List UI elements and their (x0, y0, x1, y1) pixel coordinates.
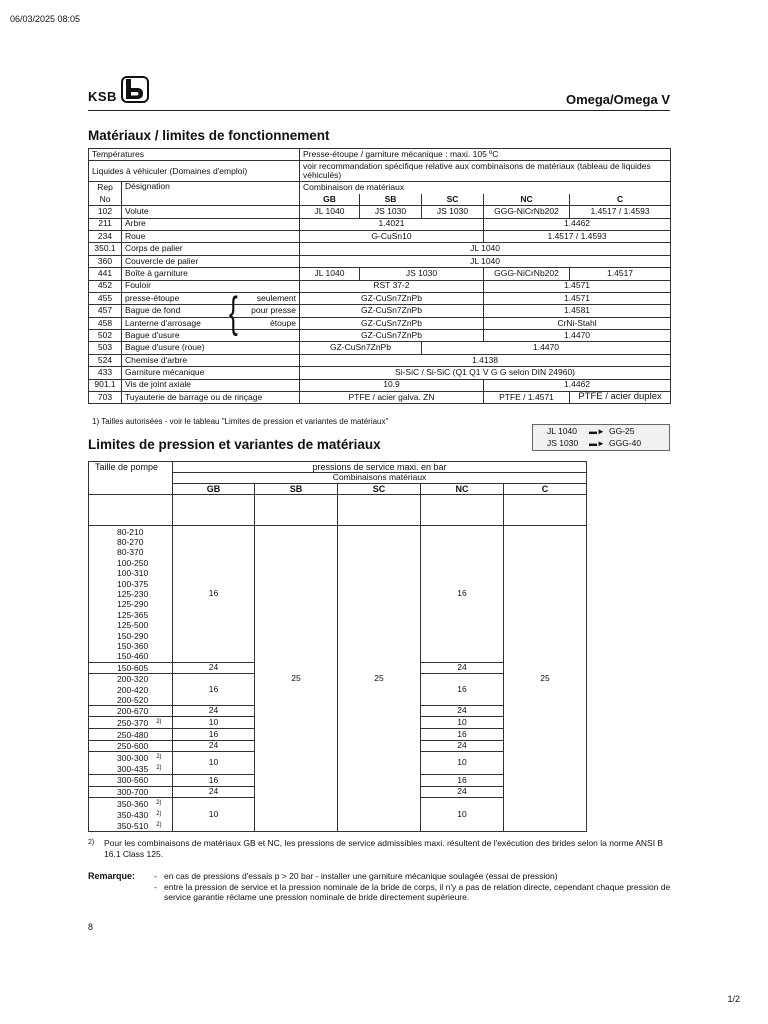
value-nc: 24 (421, 786, 504, 797)
material-conversion-box (532, 424, 670, 451)
logo-text: KSB (88, 89, 117, 104)
value-nc: 10 (421, 798, 504, 832)
row-524 (89, 354, 671, 366)
conversion-to: GG-25 (609, 426, 635, 436)
footnote-1: 1) Tailles autorisées - voir le tableau "Limites de pression et variantes de matériaux" (92, 417, 389, 426)
value-all: JL 1040 (300, 255, 671, 267)
value-gb-sc: PTFE / acier galva. ZN (300, 392, 484, 404)
dash-mark: - (154, 871, 157, 881)
pump-size-text: 300-560 (117, 775, 149, 786)
value-sb: JS 1030 (360, 206, 422, 218)
materials-table (88, 148, 671, 404)
value-all: JL 1040 (300, 243, 671, 255)
combo-nc: NC (421, 484, 504, 495)
remark-text: en cas de pressions d'essais p > 20 bar - installer une garniture mécanique soulagée (essai de pression) (164, 871, 558, 881)
row-452 (89, 280, 671, 292)
designation-text: presse-étoupe (125, 292, 180, 303)
value-nc-c: 1.4462 (484, 379, 671, 391)
row-901-1 (89, 379, 671, 391)
col-pressure: pressions de service maxi. en bar (173, 462, 587, 473)
value-gb-sc: 10.9 (300, 379, 484, 391)
conversion-row (533, 425, 669, 437)
rep-no: 502 (89, 330, 122, 342)
col-combinations: Combinaisons matériaux (173, 473, 587, 484)
value-c: 25 (504, 526, 587, 832)
pump-size (89, 630, 173, 640)
pump-size (89, 599, 173, 609)
value-gb: 16 (173, 526, 255, 662)
rep-no: 457 (89, 305, 122, 317)
value-c: 1.4517 (570, 268, 671, 280)
pump-size-text: 200-420 (117, 684, 149, 695)
value-all: 1.4138 (300, 354, 671, 366)
value-sc: 25 (338, 526, 421, 832)
rep-no: 350.1 (89, 243, 122, 255)
footnote-mark: 2) (88, 839, 95, 846)
value-nc: 24 (421, 662, 504, 673)
spacer-cell (89, 495, 173, 526)
designation: Fouloir (122, 280, 300, 292)
row-433 (89, 367, 671, 379)
designation: Corps de palier (122, 243, 300, 255)
brace-mark: { (228, 287, 238, 337)
combo-sc: SC (338, 484, 421, 495)
product-name: Omega/Omega V (565, 92, 670, 107)
pump-size-text: 150-290 (117, 630, 149, 641)
value-sb-sc: JS 1030 (360, 268, 484, 280)
pump-size-text: 150-460 (117, 651, 149, 662)
section-title-pressure: Limites de pression et variantes de matériaux (88, 437, 381, 452)
value-gb: 24 (173, 740, 255, 751)
pump-size (89, 641, 173, 651)
ksb-logo (88, 76, 150, 104)
combo-gb: GB (300, 194, 360, 206)
rep-no: 458 (89, 317, 122, 329)
value-gb: 16 (173, 729, 255, 740)
pump-size-text: 300-435 (117, 764, 149, 775)
note-mark: 2) (156, 719, 162, 726)
rep-no: 703 (89, 392, 122, 404)
pump-size (89, 763, 173, 775)
remark-label: Remarque: (88, 871, 136, 881)
pump-size-text: 350-510 (117, 821, 149, 832)
row-455 (89, 292, 671, 304)
value-nc-c: 1.4571 (484, 292, 671, 304)
pump-size-text: 200-320 (117, 674, 149, 685)
value-gb-sc: GZ-CuSn7ZnPb (300, 305, 484, 317)
value-sb: 25 (255, 526, 338, 832)
pump-size-text: 200-670 (117, 706, 149, 717)
pump-size-text: 125-290 (117, 599, 149, 610)
designation: Garniture mécanique (122, 367, 300, 379)
row-458 (89, 317, 671, 329)
page-number: 8 (88, 922, 94, 932)
value-sc: JS 1030 (422, 206, 484, 218)
rep-no: 901.1 (89, 379, 122, 391)
table-row (89, 526, 587, 537)
remark-text: entre la pression de service et la pression nominale de la bride de corps, il n'y a pas de relation directe, cependant chaque pression de service garantie réclame une pression nominale de bride directement supérieure. (164, 881, 671, 903)
value-gb: 16 (173, 673, 255, 705)
designation: Volute (122, 206, 300, 218)
value-nc-c: 1.4462 (484, 218, 671, 230)
combo-nc: NC (484, 194, 570, 206)
pump-size-text: 80-270 (117, 537, 144, 548)
combo-c: C (504, 484, 587, 495)
footnote-2 (88, 838, 668, 860)
arrow-right-icon: ▬► (589, 426, 605, 436)
designation: Boîte à garniture (122, 268, 300, 280)
pump-size (89, 537, 173, 547)
value-gb: 10 (173, 798, 255, 832)
designation: Bague de fond (122, 305, 224, 317)
pump-size-text: 250-480 (117, 729, 149, 740)
pump-size (89, 695, 173, 706)
value-nc: 16 (421, 673, 504, 705)
designation: Arbre (122, 218, 300, 230)
value-gb: 10 (173, 717, 255, 729)
packing-note: pour presse (224, 305, 300, 317)
dash-mark: - (154, 881, 157, 892)
pump-size (89, 526, 173, 537)
designation: Roue (122, 230, 300, 242)
rep-no: 452 (89, 280, 122, 292)
remark-items (154, 871, 694, 903)
pump-size (89, 717, 173, 729)
note-text: seulement (256, 292, 296, 303)
value-c: 1.4517 / 1.4593 (570, 206, 671, 218)
value-all: Si-SiC / Si-SiC (Q1 Q1 V G G selon DIN 24960) (300, 367, 671, 379)
note-mark: 2) (156, 765, 162, 772)
pump-size-text: 100-375 (117, 578, 149, 589)
value-nc-c: 1.4517 / 1.4593 (484, 230, 671, 242)
value-nc: 16 (421, 526, 504, 662)
pump-size (89, 786, 173, 797)
rep-no: 524 (89, 354, 122, 366)
value-gb: 10 (173, 752, 255, 775)
designation (122, 292, 224, 304)
conversion-to: GGG-40 (609, 438, 642, 448)
combo-sb: SB (255, 484, 338, 495)
temperatures-label: Températures (89, 149, 300, 161)
row-temperatures (89, 149, 671, 161)
col-size: Taille de pompe (89, 462, 173, 495)
value-gb-sc: GZ-CuSn7ZnPb (300, 317, 484, 329)
row-header-1 (89, 182, 671, 194)
pump-size-text: 300-700 (117, 786, 149, 797)
packing-note: étoupe (224, 317, 300, 329)
rep-no: 441 (89, 268, 122, 280)
header-row (89, 462, 587, 473)
remark-item (154, 882, 694, 903)
pump-size (89, 729, 173, 740)
note-mark: 2) (156, 811, 162, 818)
row-liquids (89, 161, 671, 182)
value-nc: GGG-NiCrNb202 (484, 206, 570, 218)
value-sc-c: 1.4470 (422, 342, 671, 354)
spacer-cell (173, 495, 255, 526)
designation: Lanterne d'arrosage (122, 317, 224, 329)
combo-c: C (570, 194, 671, 206)
combo-gb: GB (173, 484, 255, 495)
value-gb: 24 (173, 706, 255, 717)
pump-size (89, 547, 173, 557)
value-gb-sc: GZ-CuSn7ZnPb (300, 292, 484, 304)
temperatures-value: Presse-étoupe / garniture mécanique : maxi. 105 ºC (300, 149, 671, 161)
footnote-text: Pour les combinaisons de matériaux GB et NC, les pressions de service admissibles maxi. résultent de l'exécution des brides selon la norme ANSI B 16.1 Class 125. (104, 838, 664, 860)
value-gb: JL 1040 (300, 268, 360, 280)
conversion-from: JS 1030 (547, 438, 579, 448)
value-gb: 24 (173, 662, 255, 673)
rep-no: 211 (89, 218, 122, 230)
rep-no: 433 (89, 367, 122, 379)
spacer-cell (504, 495, 587, 526)
row-360 (89, 255, 671, 267)
note-mark: 2) (156, 822, 162, 829)
row-102 (89, 206, 671, 218)
note-mark: 2) (156, 800, 162, 807)
designation: Chemise d'arbre (122, 354, 300, 366)
value-nc: 10 (421, 752, 504, 775)
spacer-cell (338, 495, 421, 526)
pump-size (89, 809, 173, 820)
pump-size-text: 150-605 (117, 662, 149, 673)
value-gb: JL 1040 (300, 206, 360, 218)
conversion-row (533, 437, 669, 449)
remark-item (154, 871, 694, 882)
pump-size-text: 200-520 (117, 694, 149, 705)
row-441 (89, 268, 671, 280)
value-nc: PTFE / 1.4571 (484, 392, 570, 404)
value-nc: 10 (421, 717, 504, 729)
value-nc-c: 1.4581 (484, 305, 671, 317)
value-gb-sc: RST 37-2 (300, 280, 484, 292)
combo-sb: SB (360, 194, 422, 206)
pump-size (89, 798, 173, 810)
pump-size (89, 568, 173, 578)
pump-size (89, 820, 173, 832)
pump-size (89, 706, 173, 717)
pump-size (89, 651, 173, 662)
value-gb-sb: GZ-CuSn7ZnPb (300, 342, 422, 354)
designation: Vis de joint axiale (122, 379, 300, 391)
pump-size-text: 125-500 (117, 620, 149, 631)
value-nc: 16 (421, 775, 504, 786)
value-nc: GGG-NiCrNb202 (484, 268, 570, 280)
pump-size-text: 250-600 (117, 741, 149, 752)
value-gb-sc: G-CuSn10 (300, 230, 484, 242)
value-nc-c: 1.4571 (484, 280, 671, 292)
designation: Couvercle de palier (122, 255, 300, 267)
rep-no: 102 (89, 206, 122, 218)
value-gb-sc: 1.4021 (300, 218, 484, 230)
row-211 (89, 218, 671, 230)
value-gb: 16 (173, 775, 255, 786)
section-title-materials: Matériaux / limites de fonctionnement (88, 128, 330, 143)
header-divider (88, 110, 670, 111)
value-gb-sc: GZ-CuSn7ZnPb (300, 330, 484, 342)
pump-size (89, 610, 173, 620)
rep-no: 234 (89, 230, 122, 242)
row-457 (89, 305, 671, 317)
pump-size-text: 80-210 (117, 526, 144, 537)
spacer-row (89, 495, 587, 526)
rep-no: 360 (89, 255, 122, 267)
pump-size (89, 558, 173, 568)
pump-size-text: 125-230 (117, 588, 149, 599)
pressure-table (88, 461, 587, 832)
col-rep: Rep (89, 182, 122, 194)
print-timestamp: 06/03/2025 08:05 (10, 14, 81, 24)
combo-sc: SC (422, 194, 484, 206)
rep-no: 455 (89, 292, 122, 304)
pump-size-text: 250-370 (117, 718, 149, 729)
pump-size-text: 350-360 (117, 799, 149, 810)
note-mark: 2) (156, 754, 162, 761)
value-nc: 16 (421, 729, 504, 740)
pump-size-text: 300-300 (117, 753, 149, 764)
row-350-1 (89, 243, 671, 255)
pump-size (89, 740, 173, 751)
pump-size-text: 350-430 (117, 810, 149, 821)
value-nc-c: 1.4470 (484, 330, 671, 342)
spacer-cell (421, 495, 504, 526)
row-234 (89, 230, 671, 242)
col-designation: Désignation (122, 182, 300, 206)
pump-size (89, 662, 173, 673)
pump-size-text: 80-370 (117, 547, 144, 558)
value-nc: 24 (421, 706, 504, 717)
pump-size (89, 752, 173, 764)
value-nc-c: CrNi-Stahl (484, 317, 671, 329)
pump-size-text: 100-310 (117, 568, 149, 579)
pump-size (89, 673, 173, 684)
conversion-from: JL 1040 (547, 426, 577, 436)
col-combination: Combinaison de matériaux (300, 182, 671, 194)
pump-size (89, 620, 173, 630)
pump-size (89, 589, 173, 599)
value-c: PTFE / acier duplex (570, 392, 671, 404)
ksb-logo-icon (120, 76, 150, 104)
spacer-cell (255, 495, 338, 526)
arrow-right-icon: ▬► (589, 438, 605, 448)
pump-size-text: 150-360 (117, 640, 149, 651)
value-gb: 24 (173, 786, 255, 797)
designation: Tuyauterie de barrage ou de rinçage (122, 392, 300, 404)
pump-size (89, 578, 173, 588)
row-503 (89, 342, 671, 354)
pump-size-text: 100-250 (117, 557, 149, 568)
row-703 (89, 392, 671, 404)
designation: Bague d'usure (roue) (122, 342, 300, 354)
designation: Bague d'usure (122, 330, 300, 342)
value-nc: 24 (421, 740, 504, 751)
liquids-label: Liquides à véhiculer (Domaines d'emploi) (89, 161, 300, 182)
rep-no: 503 (89, 342, 122, 354)
pump-size (89, 775, 173, 786)
page-count: 1/2 (727, 994, 740, 1004)
liquids-value: voir recommandation spécifique relative aux combinaisons de matériaux (tableau de liquides véhiculés) (300, 161, 671, 182)
pump-size-text: 125-365 (117, 609, 149, 620)
pump-size (89, 684, 173, 694)
col-no: No (89, 194, 122, 206)
row-502 (89, 330, 671, 342)
